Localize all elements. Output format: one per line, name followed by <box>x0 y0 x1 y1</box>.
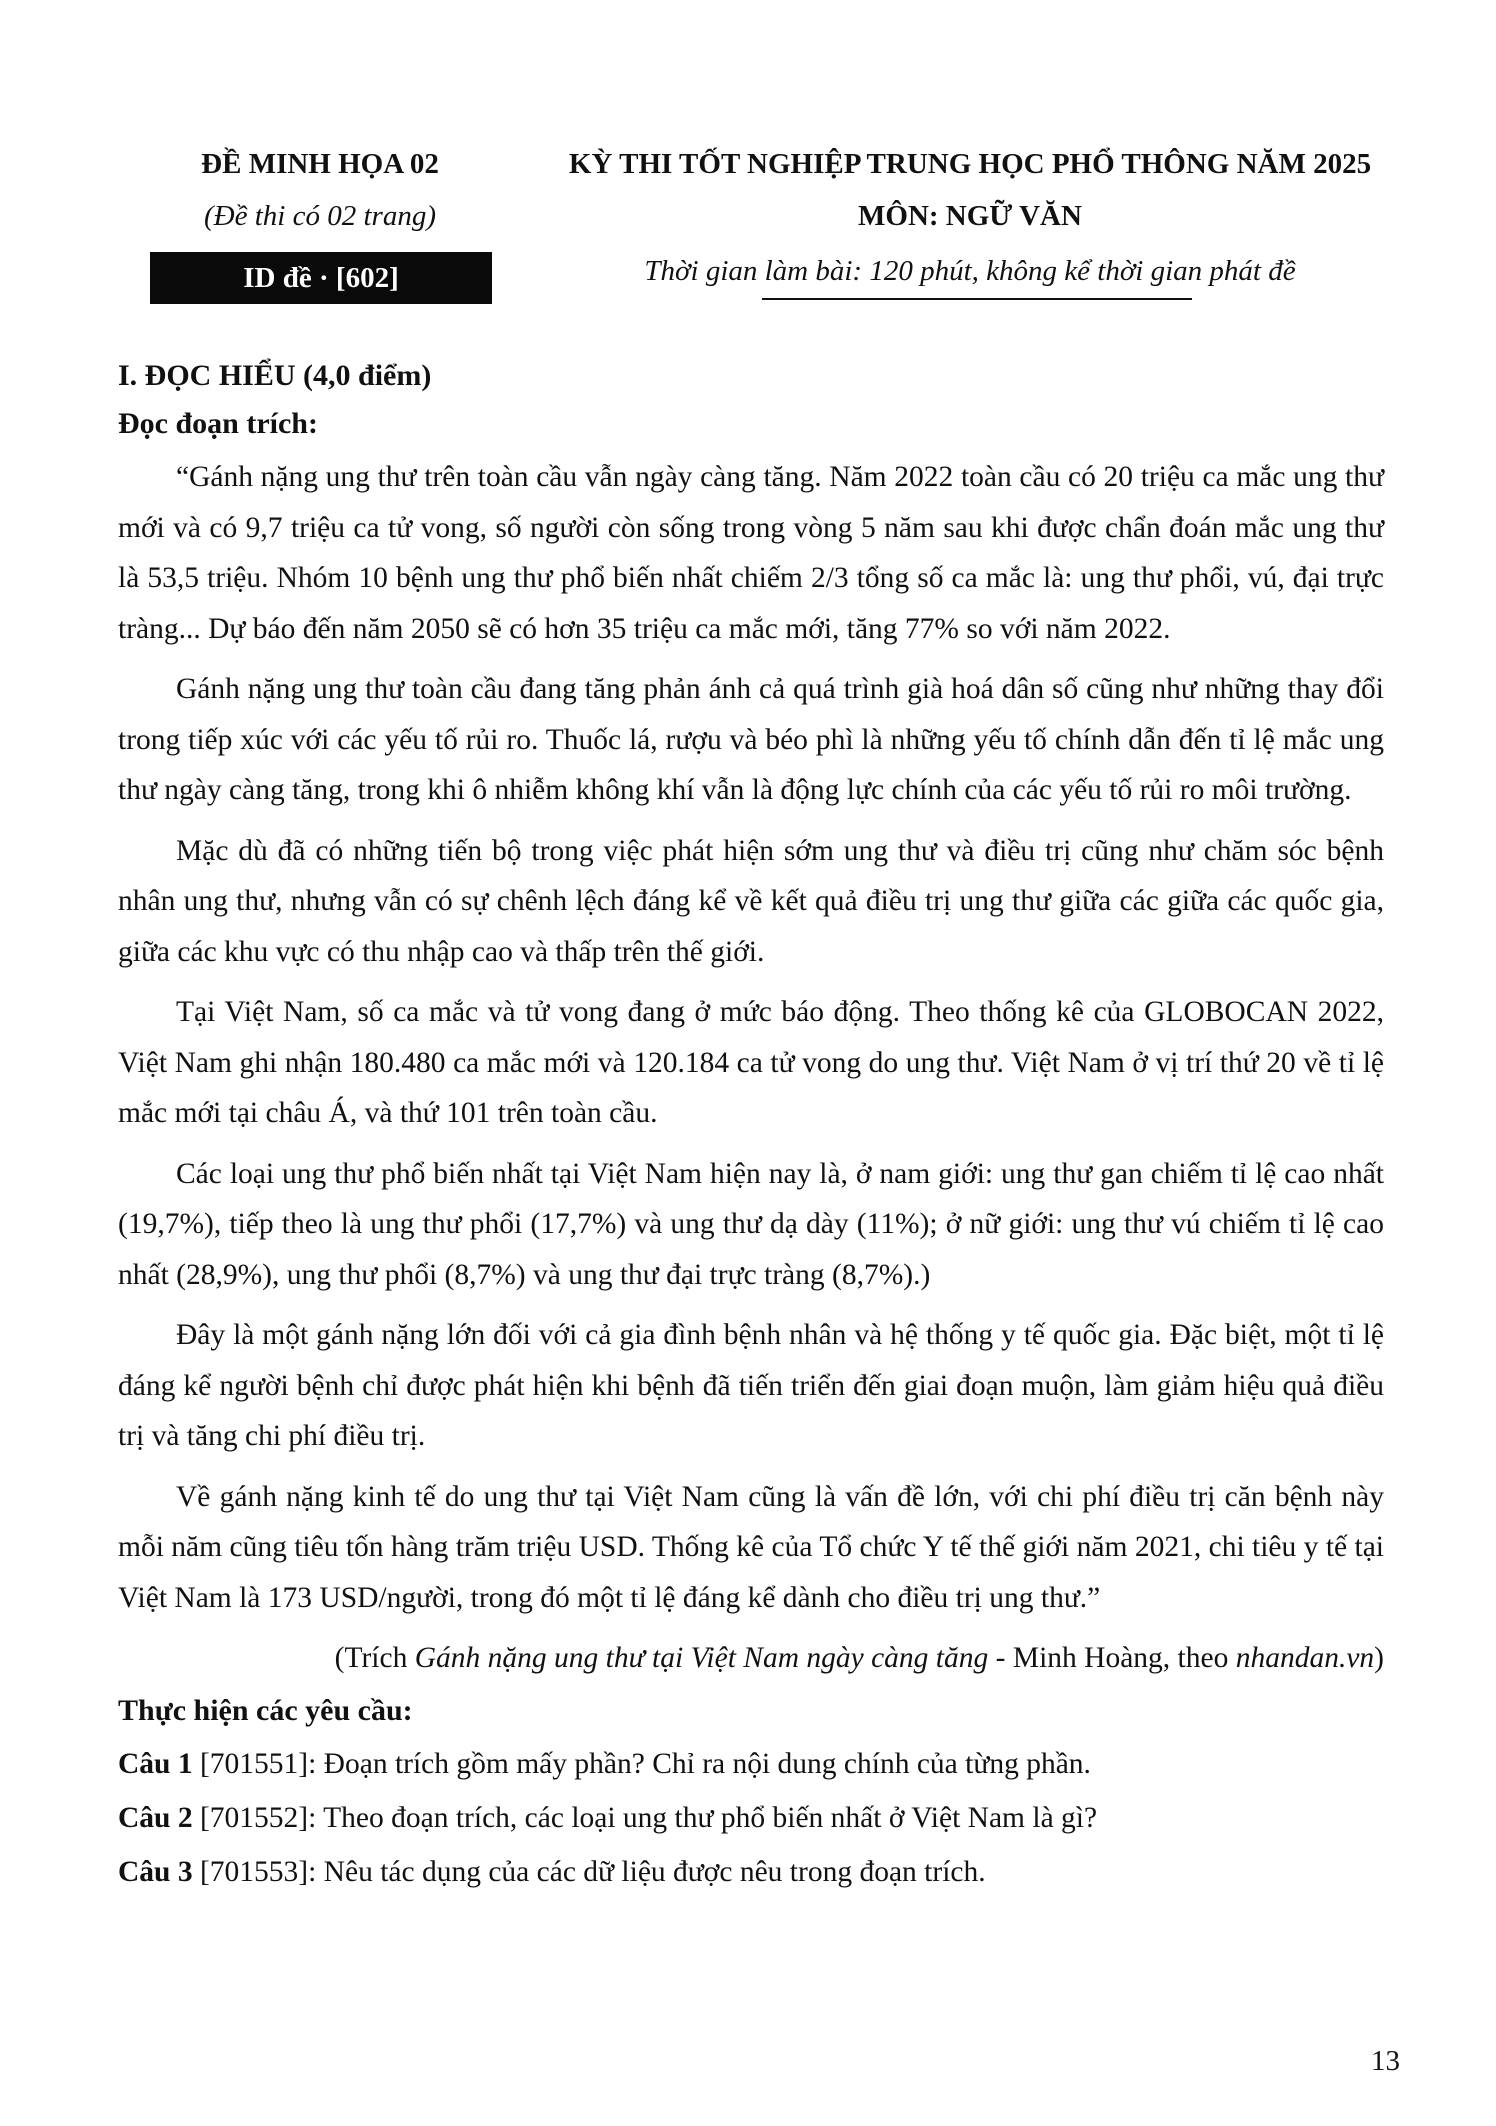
exam-id-badge: ID đề · [602] <box>150 252 492 304</box>
read-label: Đọc đoạn trích: <box>118 407 318 440</box>
passage-paragraph: Đây là một gánh nặng lớn đối với cả gia đình bệnh nhân và hệ thống y tế quốc gia. Đặc biệt, một tỉ lệ đáng kể người bệnh chỉ được phát hiện khi bệnh đã tiến triển đến giai đoạn muộn, làm giảm hiệu quả điều trị và tăng chi phí điều trị. <box>118 1319 1384 1452</box>
time-note: Thời gian làm bài: 120 phút, không kể thời gian phát đề <box>644 255 1296 287</box>
passage-paragraph: Các loại ung thư phổ biến nhất tại Việt Nam hiện nay là, ở nam giới: ung thư gan chiếm tỉ lệ cao nhất (19,7%), tiếp theo là ung thư phổi (17,7%) và ung thư dạ dày (11%); ở nữ giới: ung thư vú chiếm tỉ lệ cao nhất (28,9%), ung thư phổi (8,7%) và ung thư đại trực tràng (8,7%).) <box>118 1157 1384 1291</box>
question-label: Câu 3 <box>118 1856 193 1888</box>
source-middle: - Minh Hoàng, theo <box>988 1642 1236 1674</box>
question-label: Câu 2 <box>118 1802 193 1834</box>
source-title: Gánh nặng ung thư tại Việt Nam ngày càng tăng <box>414 1642 989 1674</box>
passage-paragraph: “Gánh nặng ung thư trên toàn cầu vẫn ngày càng tăng. Năm 2022 toàn cầu có 20 triệu ca mắc ung thư mới và có 9,7 triệu ca tử vong, số người còn sống trong vòng 5 năm sau khi được chẩn đoán mắc ung thư là 53,5 triệu. Nhóm 10 bệnh ung thư phổ biến nhất chiếm 2/3 tổng số ca mắc là: ung thư phổi, vú, đại trực tràng... Dự báo đến năm 2050 sẽ có hơn 35 triệu ca mắc mới, tăng 77% so với năm 2022. <box>118 461 1384 645</box>
question-item <box>118 1737 1384 1791</box>
page-number: 13 <box>1371 2045 1400 2077</box>
question-label: Câu 1 <box>118 1748 193 1780</box>
question-text: [701553]: Nêu tác dụng của các dữ liệu được nêu trong đoạn trích. <box>192 1856 986 1888</box>
passage-paragraph: Gánh nặng ung thư toàn cầu đang tăng phản ánh cả quá trình già hoá dân số cũng như những thay đổi trong tiếp xúc với các yếu tố rủi ro. Thuốc lá, rượu và béo phì là những yếu tố chính dẫn đến tỉ lệ mắc ung thư ngày càng tăng, trong khi ô nhiễm không khí vẫn là động lực chính của các yếu tố rủi ro môi trường. <box>118 673 1384 806</box>
source-site: nhandan.vn <box>1235 1642 1375 1674</box>
exam-title: KỲ THI TỐT NGHIỆP TRUNG HỌC PHỔ THÔNG NĂM 2025 <box>568 148 1372 180</box>
source-citation <box>118 1633 1384 1683</box>
source-prefix: (Trích <box>334 1642 415 1674</box>
question-item <box>118 1791 1384 1845</box>
subject-title: MÔN: NGỮ VĂN <box>858 200 1082 232</box>
question-item <box>118 1845 1384 1899</box>
passage-paragraph: Tại Việt Nam, số ca mắc và tử vong đang ở mức báo động. Theo thống kê của GLOBOCAN 2022, Việt Nam ghi nhận 180.480 ca mắc mới và 120.184 ca tử vong do ung thư. Việt Nam ở vị trí thứ 20 về tỉ lệ mắc mới tại châu Á, và thứ 101 trên toàn cầu. <box>118 996 1384 1129</box>
exam-content <box>118 352 1384 1899</box>
source-suffix: ) <box>1374 1642 1384 1674</box>
exam-code: ĐỀ MINH HỌA 02 <box>201 148 439 180</box>
question-text: [701552]: Theo đoạn trích, các loại ung thư phổ biến nhất ở Việt Nam là gì? <box>192 1802 1098 1834</box>
header-underline <box>762 298 1192 300</box>
passage-paragraph: Mặc dù đã có những tiến bộ trong việc phát hiện sớm ung thư và điều trị cũng như chăm sóc bệnh nhân ung thư, nhưng vẫn có sự chênh lệch đáng kể về kết quả điều trị ung thư giữa các giữa các quốc gia, giữa các khu vực có thu nhập cao và thấp trên thế giới. <box>118 834 1384 968</box>
tasks-heading: Thực hiện các yêu cầu: <box>118 1694 413 1727</box>
page-count-note: (Đề thi có 02 trang) <box>204 200 436 232</box>
section-title: I. ĐỌC HIỂU (4,0 điểm) <box>118 359 432 392</box>
passage-paragraph: Về gánh nặng kinh tế do ung thư tại Việt Nam cũng là vấn đề lớn, với chi phí điều trị căn bệnh này mỗi năm cũng tiêu tốn hàng trăm triệu USD. Thống kê của Tổ chức Y tế thế giới năm 2021, chi tiêu y tế tại Việt Nam là 173 USD/người, trong đó một tỉ lệ đáng kể dành cho điều trị ung thư.” <box>118 1480 1384 1614</box>
question-text: [701551]: Đoạn trích gồm mấy phần? Chỉ ra nội dung chính của từng phần. <box>192 1748 1091 1780</box>
